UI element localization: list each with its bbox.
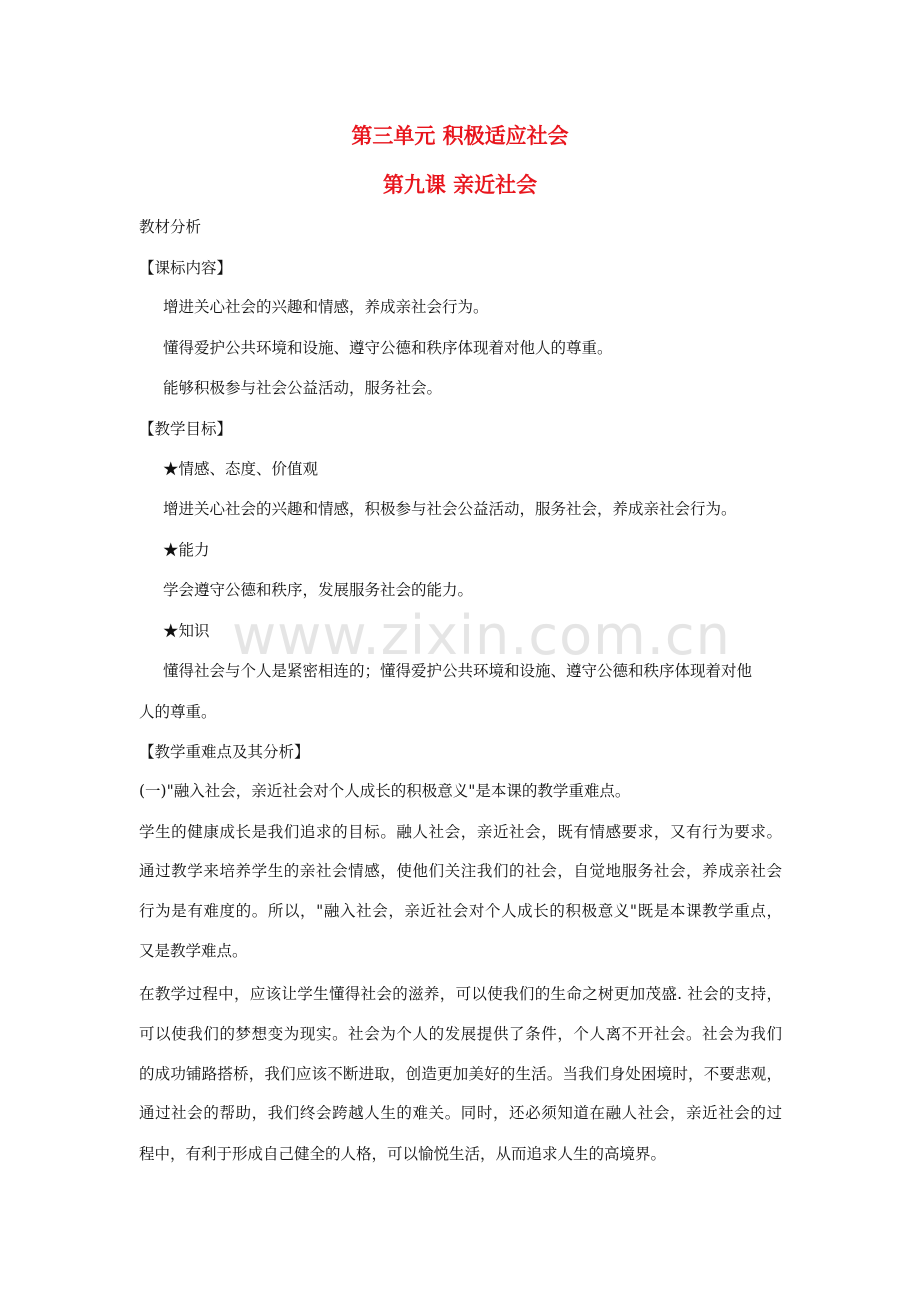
curriculum-item: 懂得爱护公共环境和设施、遵守公德和秩序体现着对他人的尊重。 bbox=[163, 339, 613, 357]
watermark: www.zixin.com.cn bbox=[232, 604, 731, 667]
objectives-heading: 【教学目标】 bbox=[139, 420, 233, 438]
curriculum-heading: 【课标内容】 bbox=[139, 259, 233, 277]
emotion-label: ★情感、态度、价值观 bbox=[163, 460, 319, 478]
curriculum-item: 增进关心社会的兴趣和情感，养成亲社会行为。 bbox=[163, 298, 489, 316]
paragraph-line: 学生的健康成长是我们追求的目标。融人社会，亲近社会，既有情感要求，又有行为要求。 bbox=[139, 823, 782, 841]
knowledge-text: 懂得社会与个人是紧密相连的；懂得爱护公共环境和设施、遵守公德和秩序体现着对他 bbox=[163, 662, 753, 680]
key-points-heading: 【教学重难点及其分析】 bbox=[139, 743, 310, 761]
lesson-title: 第九课 亲近社会 bbox=[382, 173, 538, 197]
ability-label: ★能力 bbox=[163, 541, 210, 559]
emotion-text: 增进关心社会的兴趣和情感，积极参与社会公益活动，服务社会，养成亲社会行为。 bbox=[163, 500, 737, 518]
paragraph-line: 通过社会的帮助，我们终会跨越人生的难关。同时，还必须知道在融人社会，亲近社会的过 bbox=[139, 1104, 782, 1122]
paragraph-line: 在教学过程中，应该让学生懂得社会的滋养，可以使我们的生命之树更加茂盛. 社会的支持， bbox=[139, 985, 782, 1003]
paragraph-line: 程中，有利于形成自己健全的人格，可以愉悦生活，从而追求人生的高境界。 bbox=[139, 1145, 667, 1163]
knowledge-text-cont: 人的尊重。 bbox=[139, 703, 217, 721]
paragraph-line: 行为是有难度的。所以，"融入社会，亲近社会对个人成长的积极意义"既是本课教学重点， bbox=[139, 902, 782, 920]
paragraph-line: 又是教学难点。 bbox=[139, 942, 248, 960]
curriculum-item: 能够积极参与社会公益活动，服务社会。 bbox=[163, 379, 443, 397]
knowledge-label: ★知识 bbox=[163, 622, 210, 640]
paragraph-line: 可以使我们的梦想变为现实。社会为个人的发展提供了条件，个人离不开社会。社会为我们 bbox=[139, 1025, 782, 1043]
ability-text: 学会遵守公德和秩序，发展服务社会的能力。 bbox=[163, 581, 474, 599]
key-point-1: (一)"融入社会，亲近社会对个人成长的积极意义"是本课的教学重难点。 bbox=[139, 782, 631, 800]
paragraph-line: 通过教学来培养学生的亲社会情感，使他们关注我们的社会，自觉地服务社会，养成亲社会 bbox=[139, 862, 782, 880]
section-label: 教材分析 bbox=[139, 218, 202, 236]
paragraph-line: 的成功铺路搭桥，我们应该不断进取，创造更加美好的生活。当我们身处困境时，不要悲观， bbox=[139, 1065, 782, 1083]
unit-title: 第三单元 积极适应社会 bbox=[351, 124, 569, 148]
